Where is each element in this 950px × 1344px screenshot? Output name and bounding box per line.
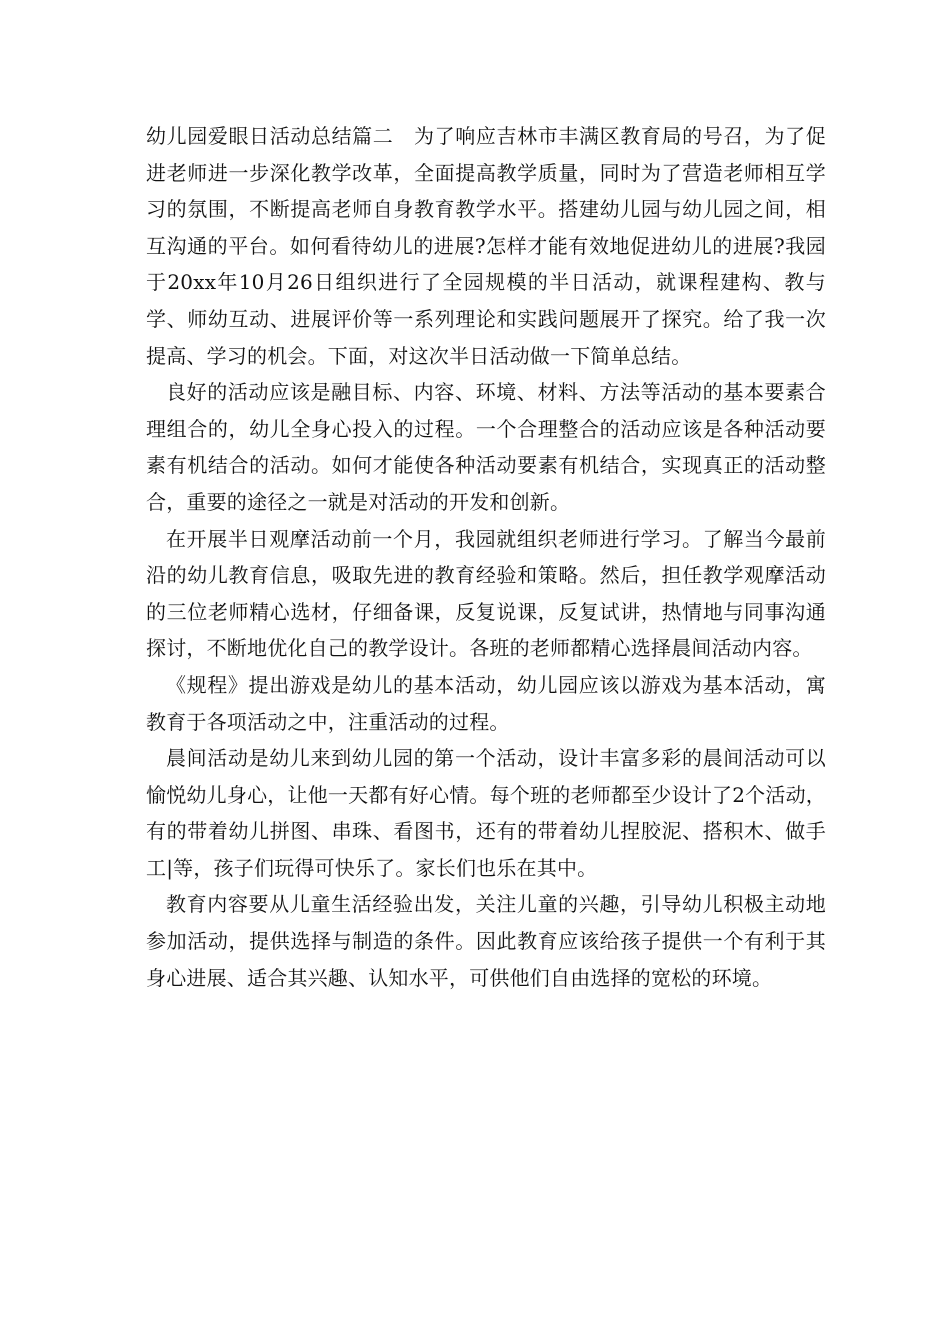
paragraph-intro: 幼儿园爱眼日活动总结篇二 为了响应吉林市丰满区教育局的号召，为了促进老师进一步深化教学改革，全面提高教学质量，同时为了营造老师相互学习的氛围，不断提高老师自身教育教学水平。搭建幼儿园与幼儿园之间，相互沟通的平台。如何看待幼儿的进展?怎样才能有效地促进幼儿的进展?我园于20xx年10月26日组织进行了全园规模的半日活动，就课程建构、教与学、师幼互动、进展评价等一系列理论和实践问题展开了探究。给了我一次提高、学习的机会。下面，对这次半日活动做一下简单总结。 [146,124,826,368]
paragraph-good-activity: 良好的活动应该是融目标、内容、环境、材料、方法等活动的基本要素合理组合的，幼儿全身心投入的过程。一个合理整合的活动应该是各种活动要素有机结合的活动。如何才能使各种活动要素有机结合，实现真正的活动整合，重要的途径之一就是对活动的开发和创新。 [146,380,826,514]
paragraph-preparation: 在开展半日观摩活动前一个月，我园就组织老师进行学习。了解当今最前沿的幼儿教育信息，吸取先进的教育经验和策略。然后，担任教学观摩活动的三位老师精心选材，仔细备课，反复说课，反复试讲，热情地与同事沟通探讨，不断地优化自己的教学设计。各班的老师都精心选择晨间活动内容。 [146,526,826,661]
paragraph-morning-activity: 晨间活动是幼儿来到幼儿园的第一个活动，设计丰富多彩的晨间活动可以愉悦幼儿身心，让他一天都有好心情。每个班的老师都至少设计了2个活动，有的带着幼儿拼图、串珠、看图书，还有的带着幼儿捏胶泥、搭积木、做手工|等，孩子们玩得可快乐了。家长们也乐在其中。 [146,746,826,880]
paragraph-education-content: 教育内容要从儿童生活经验出发，关注儿童的兴趣，引导幼儿积极主动地参加活动，提供选择与制造的条件。因此教育应该给孩子提供一个有利于其身心进展、适合其兴趣、认知水平，可供他们自由选择的宽松的环境。 [146,892,826,990]
document-page [146,118,826,996]
paragraph-regulations: 《规程》提出游戏是幼儿的基本活动，幼儿园应该以游戏为基本活动，寓教育于各项活动之中，注重活动的过程。 [146,672,826,734]
